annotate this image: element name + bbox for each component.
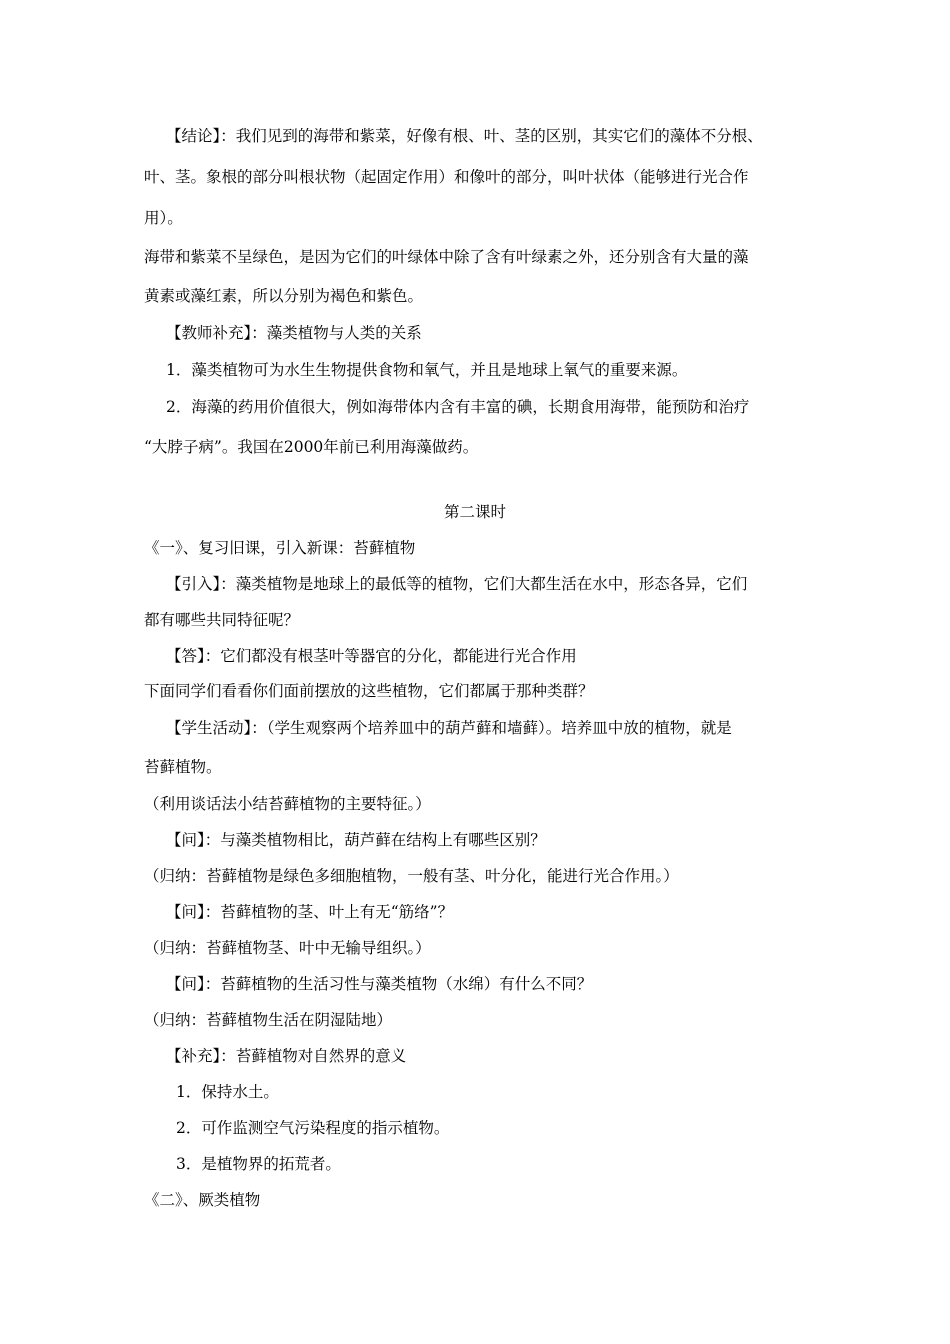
answer-line: 【答】：它们都没有根茎叶等器官的分化，都能进行光合作用 [166,647,577,665]
student-activity-line-2: 苔藓植物。 [144,758,222,776]
section-title: 第二课时 [443,503,506,521]
summary-line: （归纳：苔藓植物茎、叶中无输导组织。） [144,939,431,957]
paragraph-line: （利用谈话法小结苔藓植物的主要特征。） [144,795,431,813]
question-line: 【问】：苔藓植物的生活习性与藻类植物（水绵）有什么不同？ [166,975,593,993]
section-heading-2: 《二》、厥类植物 [144,1191,261,1209]
summary-line: （归纳：苔藓植物是绿色多细胞植物，一般有茎、叶分化，能进行光合作用。） [144,867,679,885]
paragraph-line: 下面同学们看看你们面前摆放的这些植物，它们都属于那种类群？ [144,682,594,700]
intro-line-2: 都有哪些共同特征呢？ [144,611,300,629]
supplement-item-3: 3．是植物界的拓荒者。 [176,1155,341,1173]
summary-line: （归纳：苔藓植物生活在阴湿陆地） [144,1011,393,1029]
paragraph-line: 海带和紫菜不呈绿色，是因为它们的叶绿体中除了含有叶绿素之外，还分别含有大量的藻 [144,248,749,266]
conclusion-line-3: 用）。 [144,209,183,227]
question-line: 【问】：苔藓植物的茎、叶上有无“筋络”？ [166,903,454,921]
conclusion-line-2: 叶、茎。象根的部分叫根状物（起固定作用）和像叶的部分，叫叶状体（能够进行光合作 [144,168,749,186]
paragraph-line: 黄素或藻红素，所以分别为褐色和紫色。 [144,287,424,305]
list-item-2-continued: “大脖子病”。我国在2000年前已利用海藻做药。 [144,438,479,456]
supplement-heading: 【补充】：苔藓植物对自然界的意义 [166,1047,407,1065]
question-line: 【问】：与藻类植物相比，葫芦藓在结构上有哪些区别？ [166,831,546,849]
section-heading-1: 《一》、复习旧课，引入新课：苔藓植物 [144,539,416,557]
list-item-2: 2．海藻的药用价值很大，例如海带体内含有丰富的碘，长期食用海带，能预防和治疗 [166,398,750,416]
conclusion-line-1: 【结论】：我们见到的海带和紫菜，好像有根、叶、茎的区别，其实它们的藻体不分根、 [166,127,763,145]
supplement-item-2: 2．可作监测空气污染程度的指示植物。 [176,1119,450,1137]
intro-line-1: 【引入】：藻类植物是地球上的最低等的植物，它们大都生活在水中，形态各异，它们 [166,575,748,593]
teacher-supplement-heading: 【教师补充】：藻类植物与人类的关系 [166,324,422,342]
list-item-1: 1．藻类植物可为水生生物提供食物和氧气，并且是地球上氧气的重要来源。 [166,361,688,379]
supplement-item-1: 1．保持水土。 [176,1083,279,1101]
student-activity-line-1: 【学生活动】：（学生观察两个培养皿中的葫芦藓和墙藓）。培养皿中放的植物，就是 [166,719,732,737]
